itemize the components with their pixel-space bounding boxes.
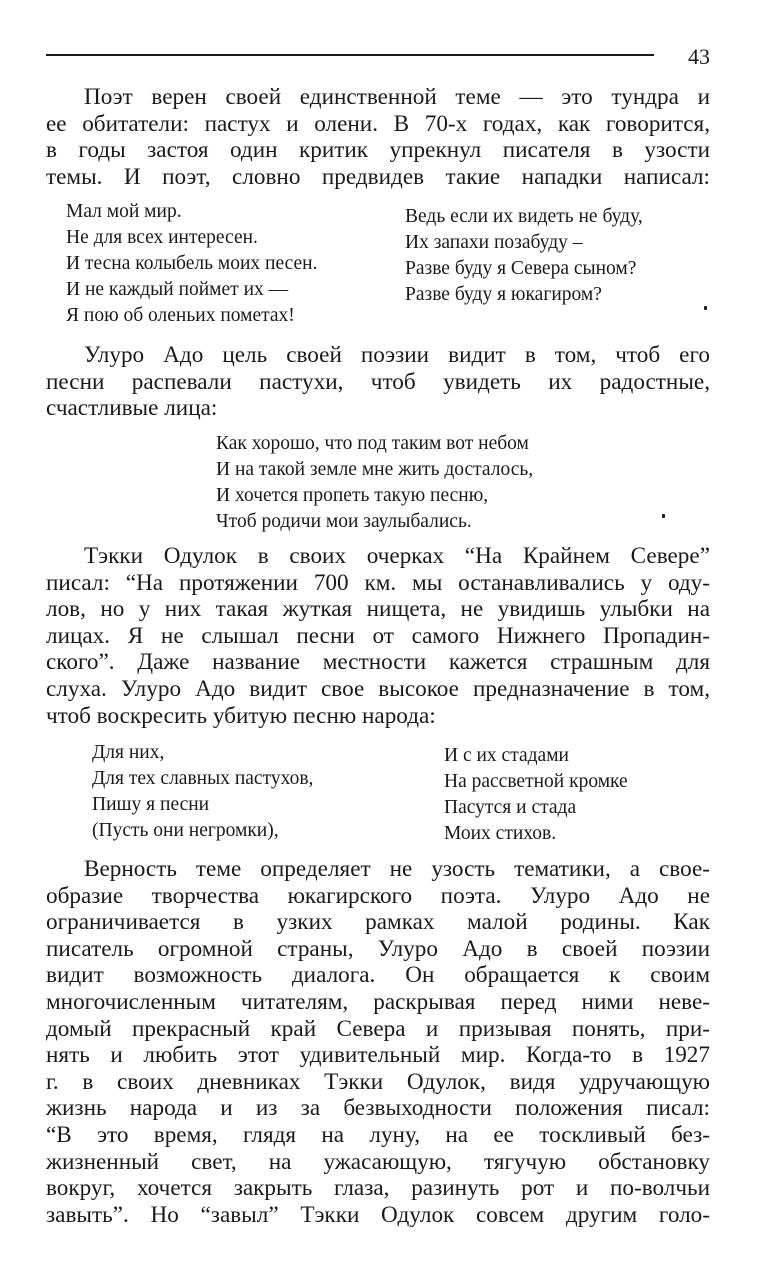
- text-line: Улуро Адо цель своей поэзии видит в том, чтоб его: [84, 342, 710, 368]
- text-line: в годы застоя один критик упрекнул писателя в узости: [46, 137, 710, 164]
- text-line: Верность теме определяет не узость тематики, а свое-: [84, 856, 710, 882]
- poem-3-left-stanza: [92, 740, 313, 844]
- text-line: Тэкки Одулок в своих очерках “На Крайнем Севере”: [84, 543, 710, 569]
- text-line: темы. И поэт, словно предвидев такие нападки написал:: [46, 163, 710, 190]
- page-number: 43: [688, 44, 710, 69]
- text-line: “В это время, глядя на луну, на ее тоскливый без-: [46, 1121, 710, 1148]
- text-line: ского”. Даже название местности кажется страшным для: [46, 649, 710, 676]
- text-line: домый прекрасный край Севера и призывая понять, при-: [46, 1015, 710, 1042]
- header-rule: [46, 54, 654, 56]
- verse-line: И тесна колыбель моих песен.: [66, 253, 318, 274]
- text-line: лицах. Я не слышал песни от самого Нижнего Пропадин-: [46, 622, 710, 649]
- verse-line: И на такой земле мне жить досталось,: [216, 459, 534, 480]
- verse-line: Моих стихов.: [444, 823, 557, 844]
- poem-1-right-stanza: [405, 204, 643, 308]
- verse-line: Пасутся и стада: [444, 797, 577, 818]
- verse-line: (Пусть они негромки),: [92, 820, 279, 841]
- verse-line: Для них,: [92, 742, 165, 763]
- text-line: чтоб воскресить убитую песню народа:: [46, 702, 436, 729]
- text-line: слуха. Улуро Адо видит свое высокое предназначение в том,: [46, 675, 710, 702]
- text-line: счастливые лица:: [46, 395, 218, 422]
- text-line: песни распевали пастухи, чтоб увидеть их радостные,: [46, 368, 710, 395]
- poem-3-right-stanza: [444, 743, 628, 847]
- text-line: ее обитатели: пастух и олени. В 70-х годах, как говорится,: [46, 110, 710, 137]
- verse-line: И не каждый поймет их —: [66, 279, 289, 300]
- verse-line: Их запахи позабуду –: [405, 232, 583, 253]
- verse-line: Мал мой мир.: [66, 201, 182, 222]
- verse-line: Ведь если их видеть не буду,: [405, 206, 643, 227]
- paragraph-3: [46, 543, 710, 729]
- verse-line: Я пою об оленьих пометах!: [66, 305, 295, 326]
- print-speck: [704, 306, 707, 310]
- paragraph-4: [46, 856, 710, 1228]
- verse-line: Разве буду я Севера сыном?: [405, 258, 637, 279]
- verse-line: Разве буду я юкагиром?: [405, 284, 602, 305]
- verse-line: Как хорошо, что под таким вот небом: [216, 433, 529, 454]
- poem-2-stanza: [216, 431, 533, 535]
- text-line: видит возможность диалога. Он обращается к своим: [46, 962, 710, 989]
- text-line: лов, но у них такая жуткая нищета, не увидишь улыбки на: [46, 596, 710, 623]
- text-line: жизнь народа и из за безвыходности положения писал:: [46, 1095, 710, 1122]
- verse-line: Не для всех интересен.: [66, 227, 258, 248]
- verse-line: И хочется пропеть такую песню,: [216, 485, 489, 506]
- text-line: многочисленным читателям, раскрывая перед ними неве-: [46, 988, 710, 1015]
- verse-line: На рассветной кромке: [444, 771, 628, 792]
- text-line: нять и любить этот удивительный мир. Когда-то в 1927: [46, 1042, 710, 1069]
- text-line: вокруг, хочется закрыть глаза, разинуть рот и по-волчьи: [46, 1175, 710, 1202]
- text-line: завыть”. Но “завыл” Тэкки Одулок совсем другим голо-: [46, 1201, 710, 1228]
- print-speck: [662, 514, 665, 518]
- verse-line: Пишу я песни: [92, 794, 210, 815]
- poem-1-left-stanza: [66, 199, 317, 329]
- verse-line: И с их стадами: [444, 745, 569, 766]
- text-line: Поэт верен своей единственной теме — это тундра и: [84, 84, 710, 110]
- text-line: образие творчества юкагирского поэта. Улуро Адо не: [46, 882, 710, 909]
- paragraph-1: [46, 84, 710, 190]
- text-line: писатель огромной страны, Улуро Адо в своей поэзии: [46, 935, 710, 962]
- text-line: ограничивается в узких рамках малой родины. Как: [46, 909, 710, 936]
- verse-line: Чтоб родичи мои заулыбались.: [216, 511, 472, 532]
- paragraph-2: [46, 342, 710, 422]
- text-line: г. в своих дневниках Тэкки Одулок, видя удручающую: [46, 1068, 710, 1095]
- verse-line: Для тех славных пастухов,: [92, 768, 314, 789]
- text-line: жизненный свет, на ужасающую, тягучую обстановку: [46, 1148, 710, 1175]
- text-line: писал: “На протяжении 700 км. мы останавливались у оду-: [46, 569, 710, 596]
